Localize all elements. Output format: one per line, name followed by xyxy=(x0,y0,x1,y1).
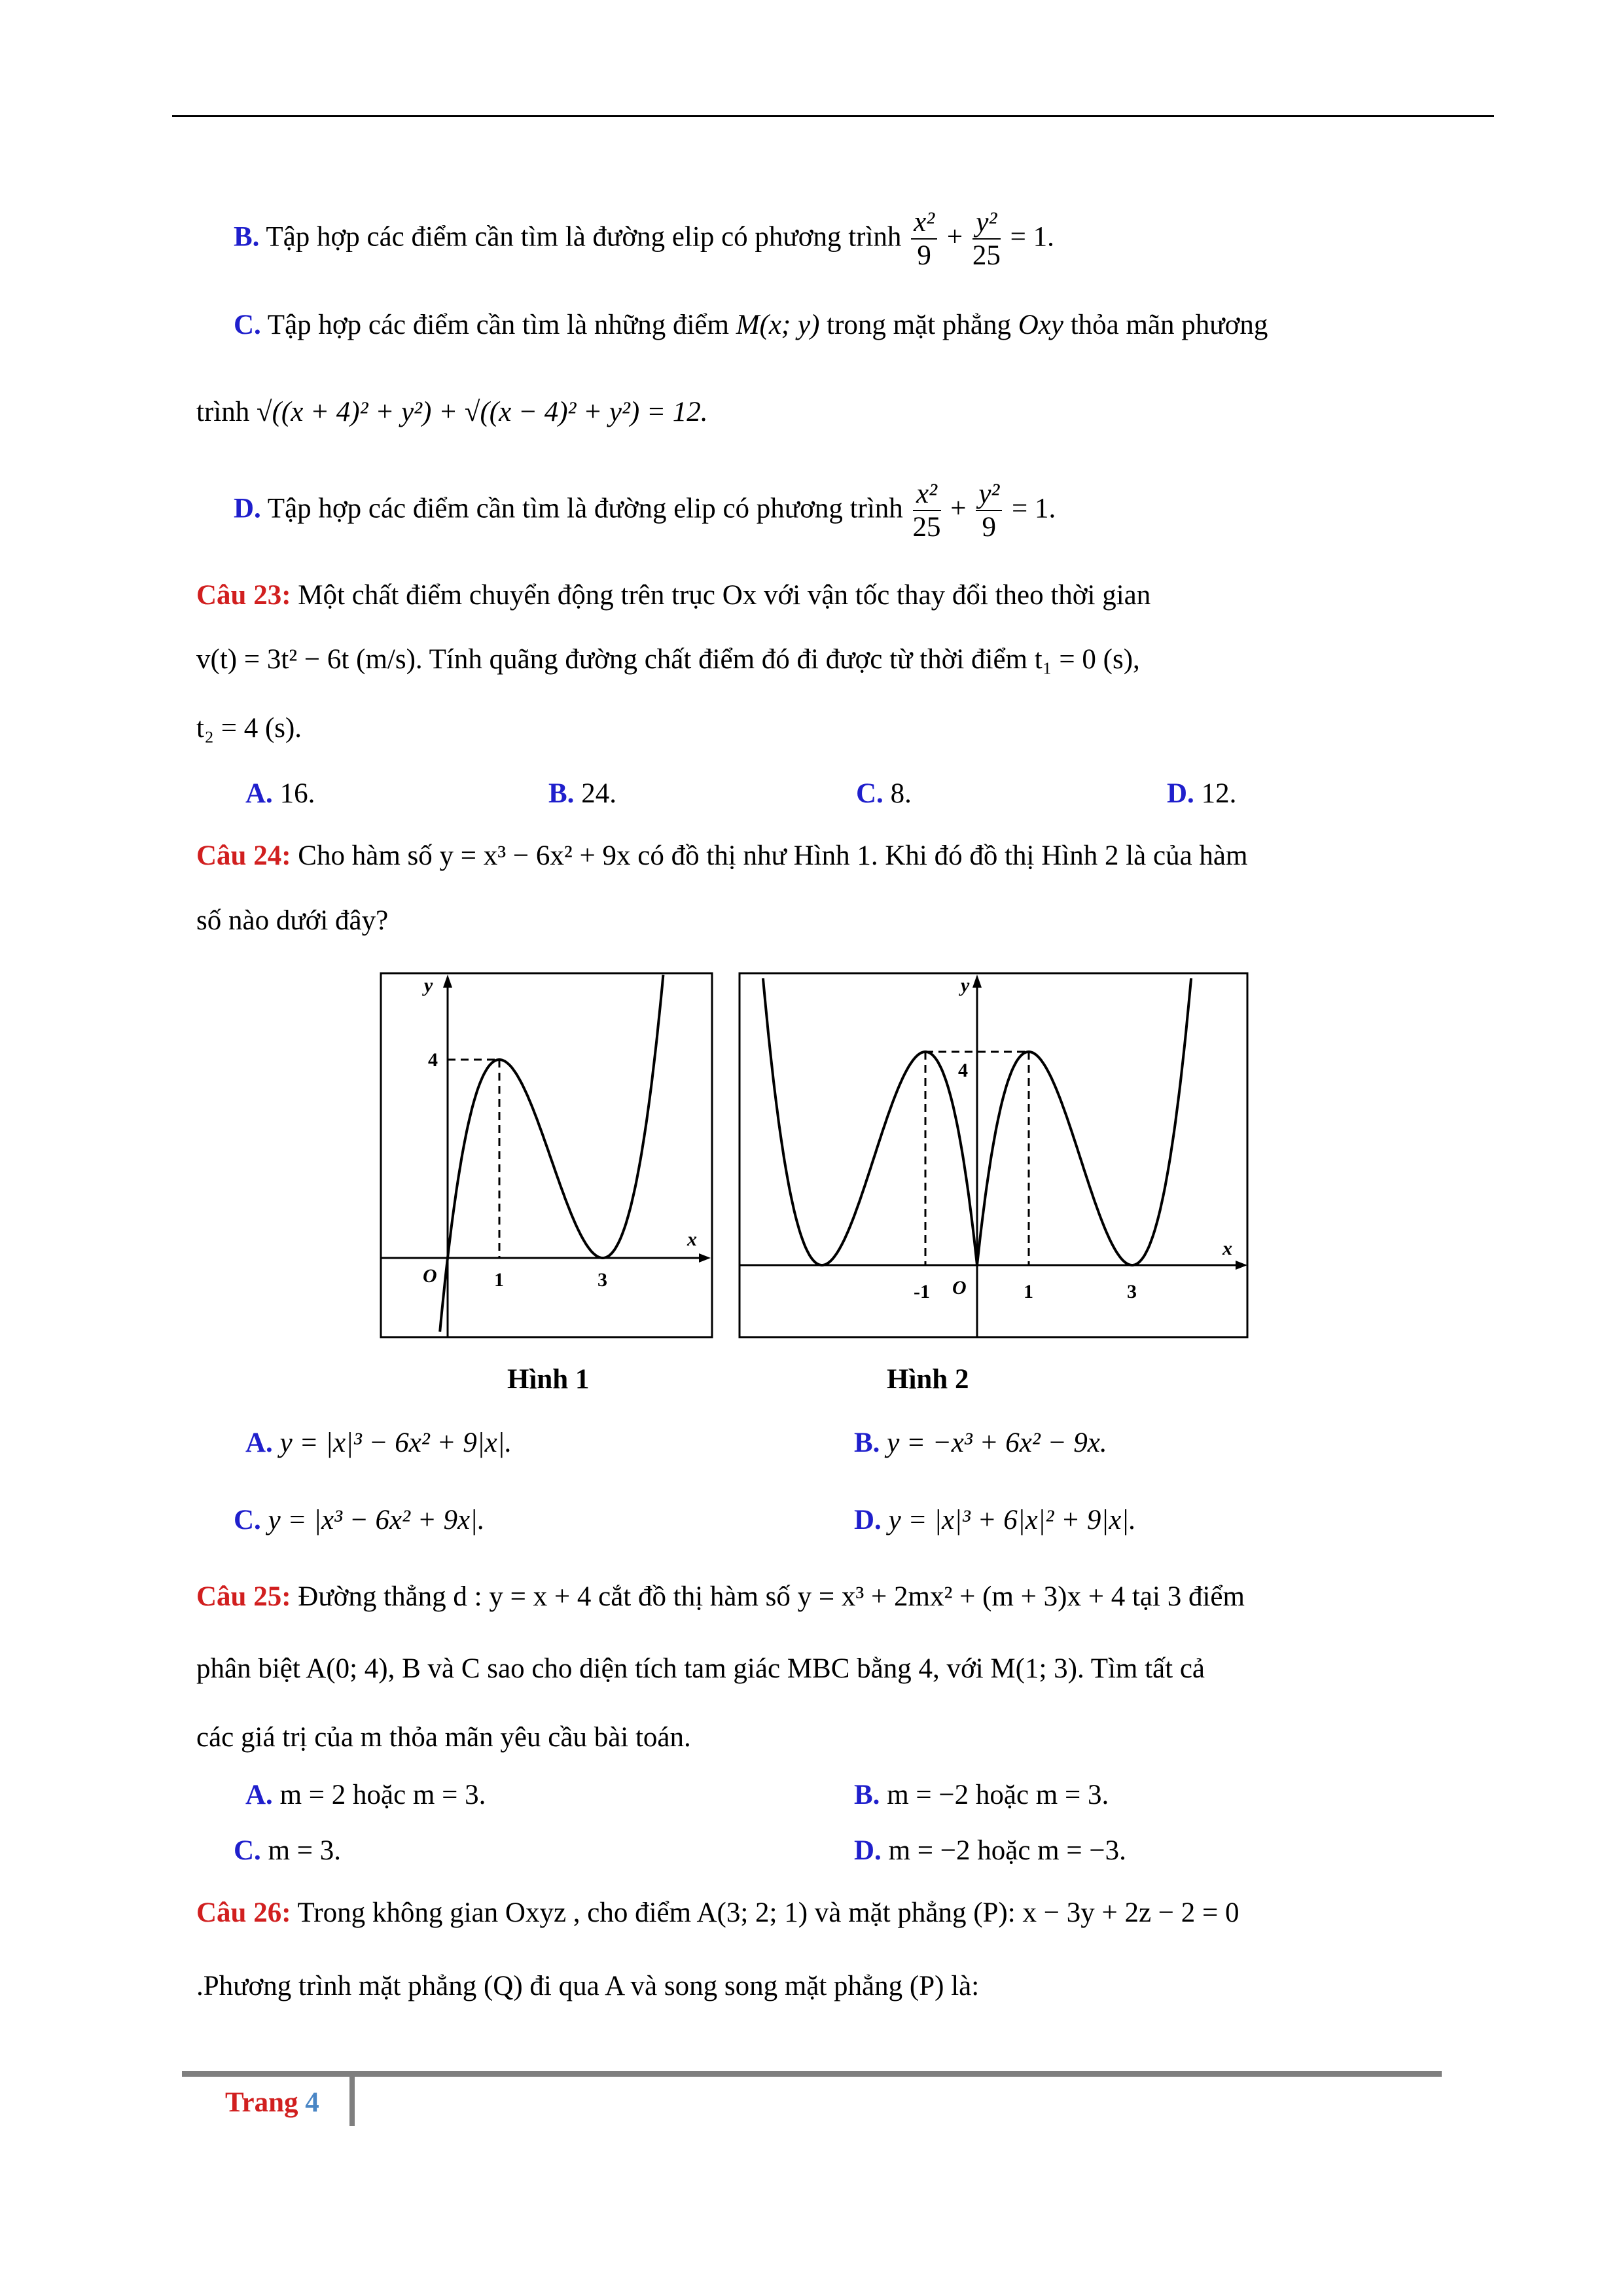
figure-1-tick-1: 1 xyxy=(494,1269,504,1291)
q25-text1: Đường thẳng d : y = x + 4 cắt đồ thị hàm số y = x³ + 2mx² + (m + 3)x + 4 tại 3 điểm xyxy=(298,1581,1245,1612)
q23-label: Câu 23: xyxy=(196,580,291,611)
q23-line2 xyxy=(196,643,1140,675)
q23-answer-c-label: C. xyxy=(856,778,883,809)
q23-answer-a-label: A. xyxy=(245,778,273,809)
footer-divider xyxy=(349,2073,355,2126)
footer-rule xyxy=(182,2071,1442,2077)
q25-answer-d-label: D. xyxy=(854,1835,882,1866)
q25-line2 xyxy=(196,1653,1205,1685)
q22-option-b-text: Tập hợp các điểm cần tìm là đường elip có phương trình xyxy=(266,221,902,253)
q25-line3 xyxy=(196,1721,691,1753)
q25-answer-b-label: B. xyxy=(854,1780,880,1810)
q22-option-b-plus: + xyxy=(946,221,963,253)
q25-answer-d[interactable] xyxy=(854,1835,1126,1867)
q22-option-d-text: Tập hợp các điểm cần tìm là đường elip có phương trình xyxy=(267,493,903,524)
q24-text2: số nào dưới đây? xyxy=(196,905,389,936)
q23-line3 xyxy=(196,712,302,744)
q26-label: Câu 26: xyxy=(196,1897,291,1928)
figure-1-tick-3: 3 xyxy=(597,1269,607,1291)
q24-answer-d[interactable] xyxy=(854,1504,1136,1536)
q24-answer-a-value: y = |x|³ − 6x² + 9|x|. xyxy=(279,1427,512,1458)
footer-page xyxy=(225,2087,319,2119)
q22-option-d-tail: = 1. xyxy=(1012,493,1056,524)
q25-answer-c-label: C. xyxy=(234,1835,261,1866)
q23-answer-b-label: B. xyxy=(548,778,575,809)
q22-option-b-label: B. xyxy=(234,221,260,253)
q22-option-b-tail: = 1. xyxy=(1010,221,1054,253)
q24-answer-c-label: C. xyxy=(234,1505,261,1535)
footer-label: Trang xyxy=(225,2087,298,2118)
q24-line1 xyxy=(196,840,1247,872)
q25-line1 xyxy=(196,1581,1245,1613)
q26-text1: Trong không gian Oxyz , cho điểm A(3; 2; 1) và mặt phẳng (P): x − 3y + 2z − 2 = 0 xyxy=(297,1897,1240,1928)
q25-answer-c[interactable] xyxy=(234,1835,341,1867)
q24-text1: Cho hàm số y = x³ − 6x² + 9x có đồ thị như Hình 1. Khi đó đồ thị Hình 2 là của hàm xyxy=(298,840,1248,871)
q26-text2: .Phương trình mặt phẳng (Q) đi qua A và song song mặt phẳng (P) là: xyxy=(196,1971,980,2001)
q22-option-c-line2 xyxy=(196,396,707,428)
figure-1-caption: Hình 1 xyxy=(507,1364,590,1395)
figure-2-graph xyxy=(738,972,1249,1338)
q23-answer-d[interactable] xyxy=(1167,778,1236,810)
figure-1-tick-y4: 4 xyxy=(428,1049,438,1071)
figure-1-x-label: x xyxy=(687,1229,697,1250)
figure-2-tick-m1: -1 xyxy=(914,1281,930,1302)
q23-answer-a-value: 16. xyxy=(279,778,315,809)
figure-1-graph xyxy=(380,972,713,1338)
q26-line1 xyxy=(196,1897,1240,1929)
figure-1-y-label: y xyxy=(424,975,433,996)
q25-text3: các giá trị của m thỏa mãn yêu cầu bài toán. xyxy=(196,1722,691,1753)
q22-option-b-frac2-num: y² xyxy=(972,206,1001,240)
q23-answer-d-value: 12. xyxy=(1201,778,1237,809)
q25-answer-b[interactable] xyxy=(854,1779,1109,1811)
footer-page-number: 4 xyxy=(305,2087,319,2118)
q22-option-c-text3: thỏa mãn phương xyxy=(1070,310,1268,340)
q25-answer-c-value: m = 3. xyxy=(268,1835,342,1866)
q23-answer-b-value: 24. xyxy=(581,778,616,809)
q22-option-b-frac2-den: 25 xyxy=(972,240,1001,272)
q24-answer-d-value: y = |x|³ + 6|x|² + 9|x|. xyxy=(888,1505,1136,1535)
figure-2-origin: O xyxy=(952,1277,967,1299)
q22-option-c-point: M(x; y) xyxy=(736,310,820,340)
q22-option-c-text2: trong mặt phẳng xyxy=(827,310,1011,340)
figure-2-caption: Hình 2 xyxy=(887,1364,969,1395)
q22-option-b-frac2 xyxy=(972,206,1001,272)
q22-option-b xyxy=(234,206,1054,272)
q24-answer-b-label: B. xyxy=(854,1427,880,1458)
q23-answer-d-label: D. xyxy=(1167,778,1194,809)
q23-text3: t₂ = 4 (s). xyxy=(196,713,302,744)
q22-option-d xyxy=(234,478,1056,544)
q22-option-b-frac1-den: 9 xyxy=(917,240,931,272)
figure-1-origin: O xyxy=(423,1265,437,1287)
q24-answer-a-label: A. xyxy=(245,1427,273,1458)
figure-2-y-label: y xyxy=(961,975,970,996)
q22-option-c-plane: Oxy xyxy=(1018,310,1063,340)
q22-option-d-frac2 xyxy=(976,478,1002,544)
q23-line1 xyxy=(196,579,1150,611)
q22-option-d-frac1-num: x² xyxy=(913,478,941,511)
q23-answer-c-value: 8. xyxy=(890,778,912,809)
q22-option-d-plus: + xyxy=(950,493,967,524)
figure-2-tick-3: 3 xyxy=(1127,1281,1137,1302)
q22-option-c xyxy=(234,309,1268,341)
q25-answer-a[interactable] xyxy=(245,1779,486,1811)
q22-option-d-label: D. xyxy=(234,493,261,524)
q22-option-b-frac1 xyxy=(911,206,937,272)
q23-answer-a[interactable] xyxy=(245,778,315,810)
figure-2-tick-y4: 4 xyxy=(958,1060,968,1081)
q24-line2 xyxy=(196,905,388,937)
q23-text2: v(t) = 3t² − 6t (m/s). Tính quãng đường chất điểm đó đi được từ thời điểm t₁ = 0 (s), xyxy=(196,644,1140,675)
q22-option-d-frac1-den: 25 xyxy=(912,512,941,543)
q22-option-d-frac2-num: y² xyxy=(976,478,1002,511)
q24-answer-c-value: y = |x³ − 6x² + 9x|. xyxy=(268,1505,485,1535)
q22-option-d-frac1 xyxy=(913,478,941,544)
q22-option-c-label: C. xyxy=(234,310,261,340)
q22-option-d-frac2-den: 9 xyxy=(982,512,997,543)
q24-answer-d-label: D. xyxy=(854,1505,882,1535)
q24-answer-b-value: y = −x³ + 6x² − 9x. xyxy=(887,1427,1107,1458)
q25-answer-d-value: m = −2 hoặc m = −3. xyxy=(888,1835,1126,1866)
q22-option-c-text1: Tập hợp các điểm cần tìm là những điểm xyxy=(267,310,729,340)
q22-option-c-line2-text: trình xyxy=(196,397,250,427)
q24-answer-b[interactable] xyxy=(854,1427,1107,1459)
figure-2-tick-1: 1 xyxy=(1024,1281,1033,1302)
q25-answer-a-label: A. xyxy=(245,1780,273,1810)
q25-answer-b-value: m = −2 hoặc m = 3. xyxy=(887,1780,1109,1810)
q22-option-c-equation: √((x + 4)² + y²) + √((x − 4)² + y²) = 12. xyxy=(256,397,708,427)
q24-label: Câu 24: xyxy=(196,840,291,871)
q23-answer-b[interactable] xyxy=(548,778,616,810)
q23-answer-c[interactable] xyxy=(856,778,912,810)
q22-option-b-frac1-num: x² xyxy=(911,206,937,240)
figure-2-x-label: x xyxy=(1222,1238,1232,1259)
q25-answer-a-value: m = 2 hoặc m = 3. xyxy=(279,1780,486,1810)
q24-answer-c[interactable] xyxy=(234,1504,485,1536)
header-rule xyxy=(172,115,1494,117)
q23-text1: Một chất điểm chuyển động trên trục Ox với vận tốc thay đổi theo thời gian xyxy=(298,580,1151,611)
q25-label: Câu 25: xyxy=(196,1581,291,1612)
q25-text2: phân biệt A(0; 4), B và C sao cho diện tích tam giác MBC bằng 4, với M(1; 3). Tìm tất cả xyxy=(196,1653,1205,1684)
q24-answer-a[interactable] xyxy=(245,1427,512,1459)
q26-line2 xyxy=(196,1970,979,2002)
